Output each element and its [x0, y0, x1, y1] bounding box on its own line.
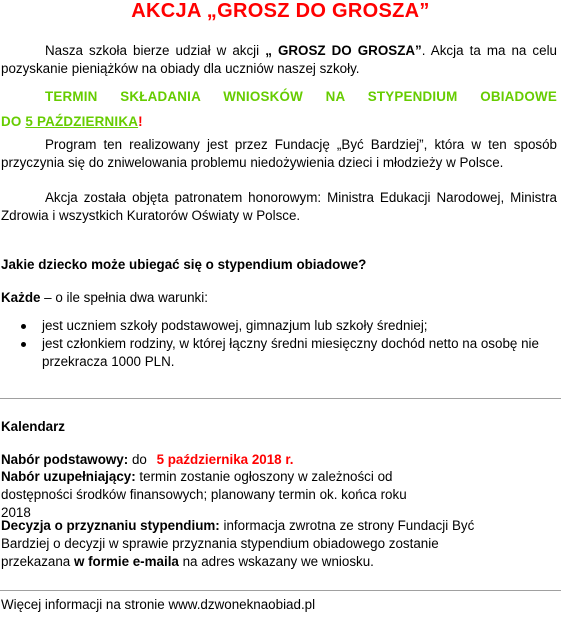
answer-rest: – o ile spełnia dwa warunki:: [40, 290, 208, 305]
footer-info: Więcej informacji na stronie www.dzwoneknaobiad.pl: [1, 597, 316, 612]
action-name: „ GROSZ DO GROSZA”: [265, 43, 422, 58]
bullet-icon: [21, 342, 26, 347]
condition-item: [0, 317, 540, 335]
intro-text-before: Nasza szkoła bierze udział w akcji: [45, 43, 266, 58]
decision-text-1: informacja zwrotna ze strony Fundacji Być Bardziej o decyzji w sprawie przyznania stypendium obiadowego zostanie przekazana: [1, 518, 475, 569]
divider-bottom: [0, 590, 561, 591]
divider-top: [0, 398, 561, 399]
intro-text-after: . Akcja ta ma na celu pozyskanie pieniążków na obiady dla uczniów naszej szkoły.: [1, 43, 557, 76]
deadline-date: 5 PAŹDZIERNIKA: [25, 114, 139, 129]
supplementary-text: termin zostanie ogłoszony w zależności od dostępności środków finansowych; planowany termin ok. końca roku 2018: [1, 469, 407, 520]
basic-label: Nabór podstawowy:: [1, 452, 129, 467]
condition-text: jest uczniem szkoły podstawowej, gimnazjum lub szkoły średniej;: [42, 318, 428, 333]
answer-bold: Każde: [1, 290, 41, 305]
decision-text-2: na adres wskazany we wniosku.: [178, 553, 374, 569]
deadline-prefix: DO: [1, 114, 26, 129]
supplementary-label: Nabór uzupełniający:: [1, 469, 136, 484]
intro-paragraph: [1, 42, 557, 78]
calendar-heading: Kalendarz: [1, 419, 65, 434]
decision-paragraph: [1, 517, 511, 570]
decision-label: Decyzja o przyznaniu stypendium:: [1, 518, 220, 533]
program-paragraph: Program ten realizowany jest przez Fundację „Być Bardziej”, która w ten sposób przyczynia się do zniwelowania problemu niedożywienia dzieci i młodzieży w Polsce.: [1, 137, 557, 170]
bullet-icon: [21, 324, 26, 329]
eligibility-answer: [1, 289, 208, 307]
eligibility-question: Jakie dziecko może ubiegać się o stypendium obiadowe?: [1, 257, 367, 272]
basic-prefix: do: [128, 452, 151, 467]
deadline-line-2: [1, 113, 143, 131]
page-title: AKCJA „GROSZ DO GROSZA”: [131, 0, 430, 22]
deadline-exclamation: !: [138, 114, 143, 129]
decision-bold: w formie e-maila: [73, 553, 179, 569]
basic-recruitment: [1, 451, 294, 469]
condition-text: jest członkiem rodziny, w której łączny średni miesięczny dochód netto na osobę nie przekracza 1000 PLN.: [42, 335, 539, 369]
patronage-paragraph: Akcja została objęta patronatem honorowym: Ministra Edukacji Narodowej, Ministra Zdrowia i wszystkich Kuratorów Oświaty w Polsce.: [1, 190, 557, 223]
conditions-list: [0, 317, 540, 370]
basic-date: 5 października 2018 r.: [156, 452, 294, 467]
supplementary-recruitment: [1, 468, 421, 521]
condition-item: [0, 335, 540, 371]
deadline-line-1: TERMIN SKŁADANIA WNIOSKÓW NA STYPENDIUM OBIADOWE: [45, 89, 557, 104]
